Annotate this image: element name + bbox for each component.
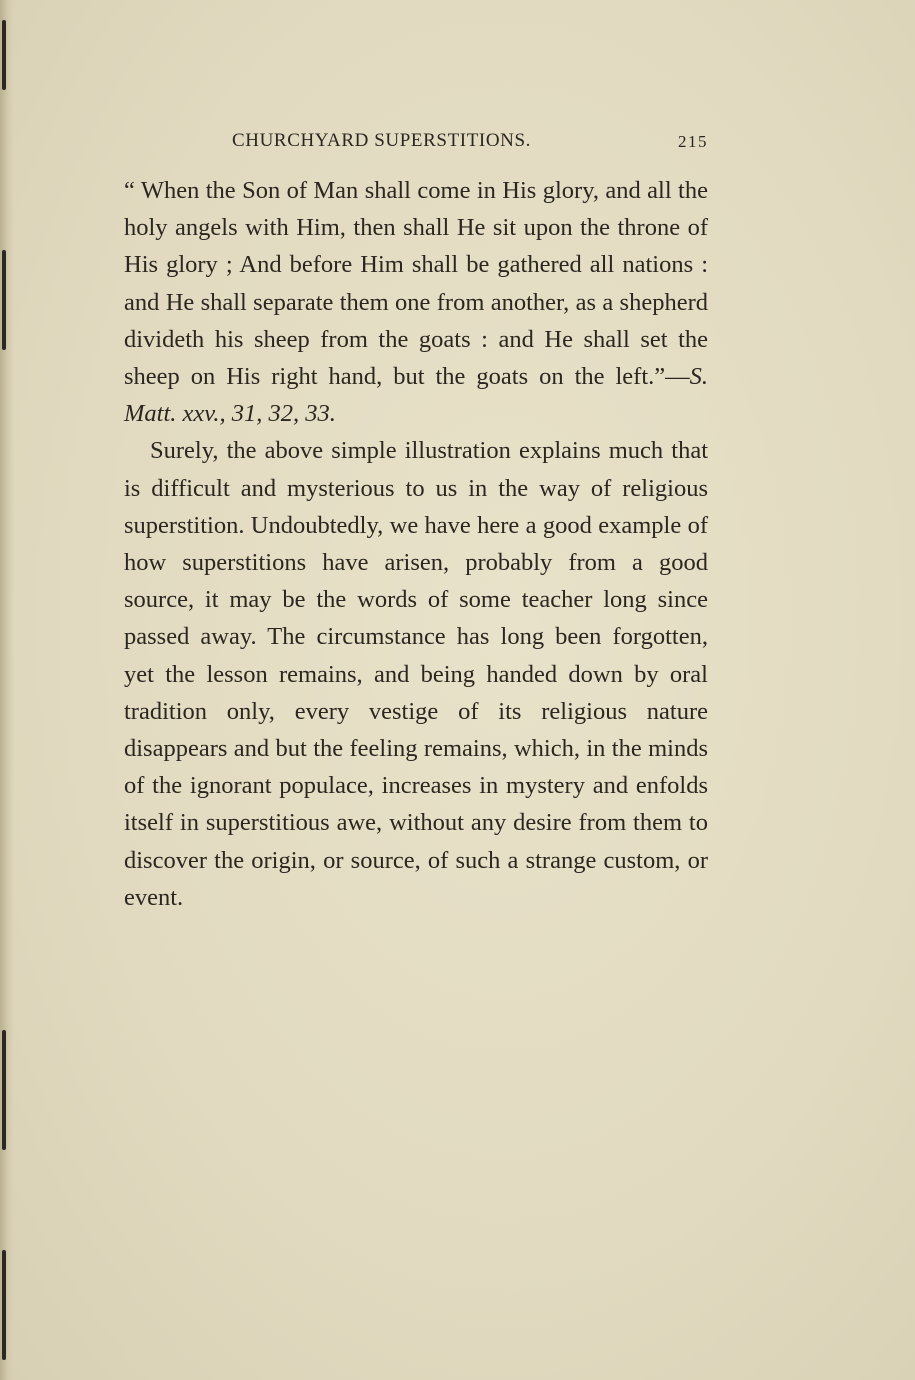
- quote-text: “ When the Son of Man shall come in His glory, and all the holy angels with Him, then shall He sit upon the throne of His glory ; And before Him shall be gathered all nations : and He shall separate them one from another, as a shepherd divideth his sheep from the goats : and He shall set the sheep on His right hand, but the goats on the left.”—: [124, 177, 708, 391]
- page-number: 215: [678, 132, 708, 151]
- quote-citation: S. Matt. xxv., 31, 32, 33.: [124, 363, 708, 428]
- binding-shadow-mark: [2, 20, 6, 90]
- body-text: [124, 172, 708, 916]
- scripture-quote: [124, 172, 708, 432]
- binding-shadow-mark: [2, 1250, 6, 1360]
- body-paragraph: Surely, the above simple illustration explains much that is difficult and mysterious to us in the way of religious superstition. Undoubtedly, we have here a good example of how superstitions have arisen, probably from a good source, it may be the words of some teacher long since passed away. The circumstance has long been forgotten, yet the lesson remains, and being handed down by oral tradition only, every vestige of its religious nature disappears and but the feeling remains, which, in the minds of the ignorant populace, increases in mystery and enfolds itself in superstitious awe, without any desire from them to discover the origin, or source, of such a strange custom, or event.: [124, 437, 708, 911]
- binding-shadow-mark: [2, 1030, 6, 1150]
- running-head-title: CHURCHYARD SUPERSTITIONS.: [232, 130, 531, 151]
- page-binding-edge: [0, 0, 14, 1380]
- binding-shadow-mark: [2, 250, 6, 350]
- running-head: [124, 130, 708, 158]
